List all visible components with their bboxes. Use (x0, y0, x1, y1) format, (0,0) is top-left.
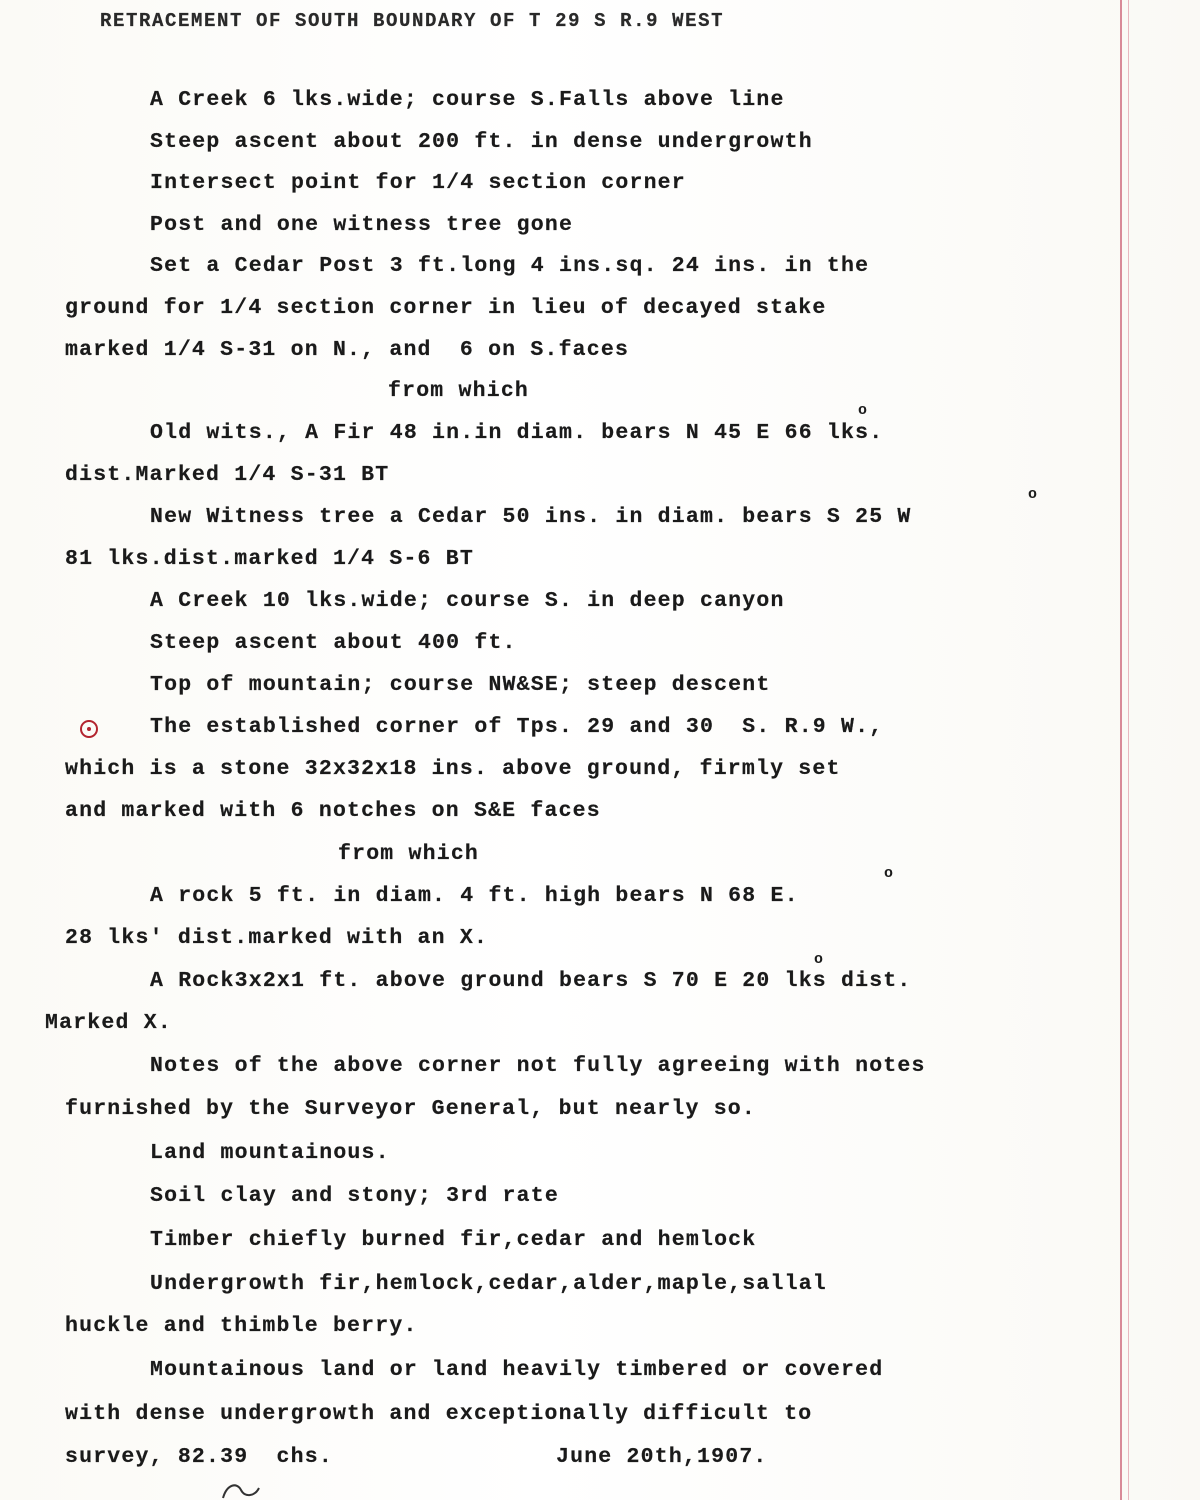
text-line: Set a Cedar Post 3 ft.long 4 ins.sq. 24 ins. in the (150, 254, 870, 278)
degree-symbol: o (1028, 486, 1038, 503)
degree-symbol: o (814, 951, 824, 968)
text-line: Steep ascent about 400 ft. (150, 631, 517, 655)
text-line: A rock 5 ft. in diam. 4 ft. high bears N 68 E. (150, 884, 799, 908)
text-line: Steep ascent about 200 ft. in dense undergrowth (150, 130, 813, 154)
text-line: with dense undergrowth and exceptionally difficult to (65, 1402, 813, 1426)
text-line: Top of mountain; course NW&SE; steep descent (150, 673, 771, 697)
text-line: furnished by the Surveyor General, but nearly so. (65, 1097, 757, 1121)
text-line: huckle and thimble berry. (65, 1314, 418, 1338)
text-line: New Witness tree a Cedar 50 ins. in diam. bears S 25 W (150, 505, 912, 529)
text-line: Land mountainous. (150, 1141, 390, 1165)
text-line: marked 1/4 S-31 on N., and 6 on S.faces (65, 338, 630, 362)
text-line: dist.Marked 1/4 S-31 BT (65, 463, 390, 487)
degree-symbol: o (858, 402, 868, 419)
text-line: Old wits., A Fir 48 in.in diam. bears N 45 E 66 lks. (150, 421, 884, 445)
text-line: and marked with 6 notches on S&E faces (65, 799, 601, 823)
text-line: A Creek 6 lks.wide; course S.Falls above line (150, 88, 785, 112)
text-line: A Creek 10 lks.wide; course S. in deep canyon (150, 589, 785, 613)
text-line: Notes of the above corner not fully agreeing with notes (150, 1054, 926, 1078)
text-line: Intersect point for 1/4 section corner (150, 171, 686, 195)
margin-rule-secondary (1128, 0, 1129, 1500)
corner-mark-icon (80, 720, 98, 738)
text-line: from which (388, 379, 530, 403)
text-line: from which (338, 842, 480, 866)
text-line: 81 lks.dist.marked 1/4 S-6 BT (65, 547, 474, 571)
text-line: 28 lks' dist.marked with an X. (65, 926, 489, 950)
text-line: Post and one witness tree gone (150, 213, 574, 237)
text-line: ground for 1/4 section corner in lieu of decayed stake (65, 296, 827, 320)
text-line: which is a stone 32x32x18 ins. above ground, firmly set (65, 757, 841, 781)
text-line: A Rock3x2x1 ft. above ground bears S 70 E 20 lks dist. (150, 969, 912, 993)
text-line: Marked X. (45, 1011, 172, 1035)
document-date: June 20th,1907. (556, 1445, 768, 1469)
text-line: Mountainous land or land heavily timbered or covered (150, 1358, 884, 1382)
degree-symbol: o (884, 865, 894, 882)
text-line: Undergrowth fir,hemlock,cedar,alder,maple,sallal (150, 1272, 827, 1296)
text-line: The established corner of Tps. 29 and 30 S. R.9 W., (150, 715, 884, 739)
text-line: Timber chiefly burned fir,cedar and hemlock (150, 1228, 757, 1252)
margin-rule (1120, 0, 1122, 1500)
handwritten-mark-icon (215, 1480, 275, 1500)
document-header: RETRACEMENT OF SOUTH BOUNDARY OF T 29 S R.9 WEST (100, 10, 725, 32)
text-line: Soil clay and stony; 3rd rate (150, 1184, 559, 1208)
text-line: survey, 82.39 chs. (65, 1445, 333, 1469)
